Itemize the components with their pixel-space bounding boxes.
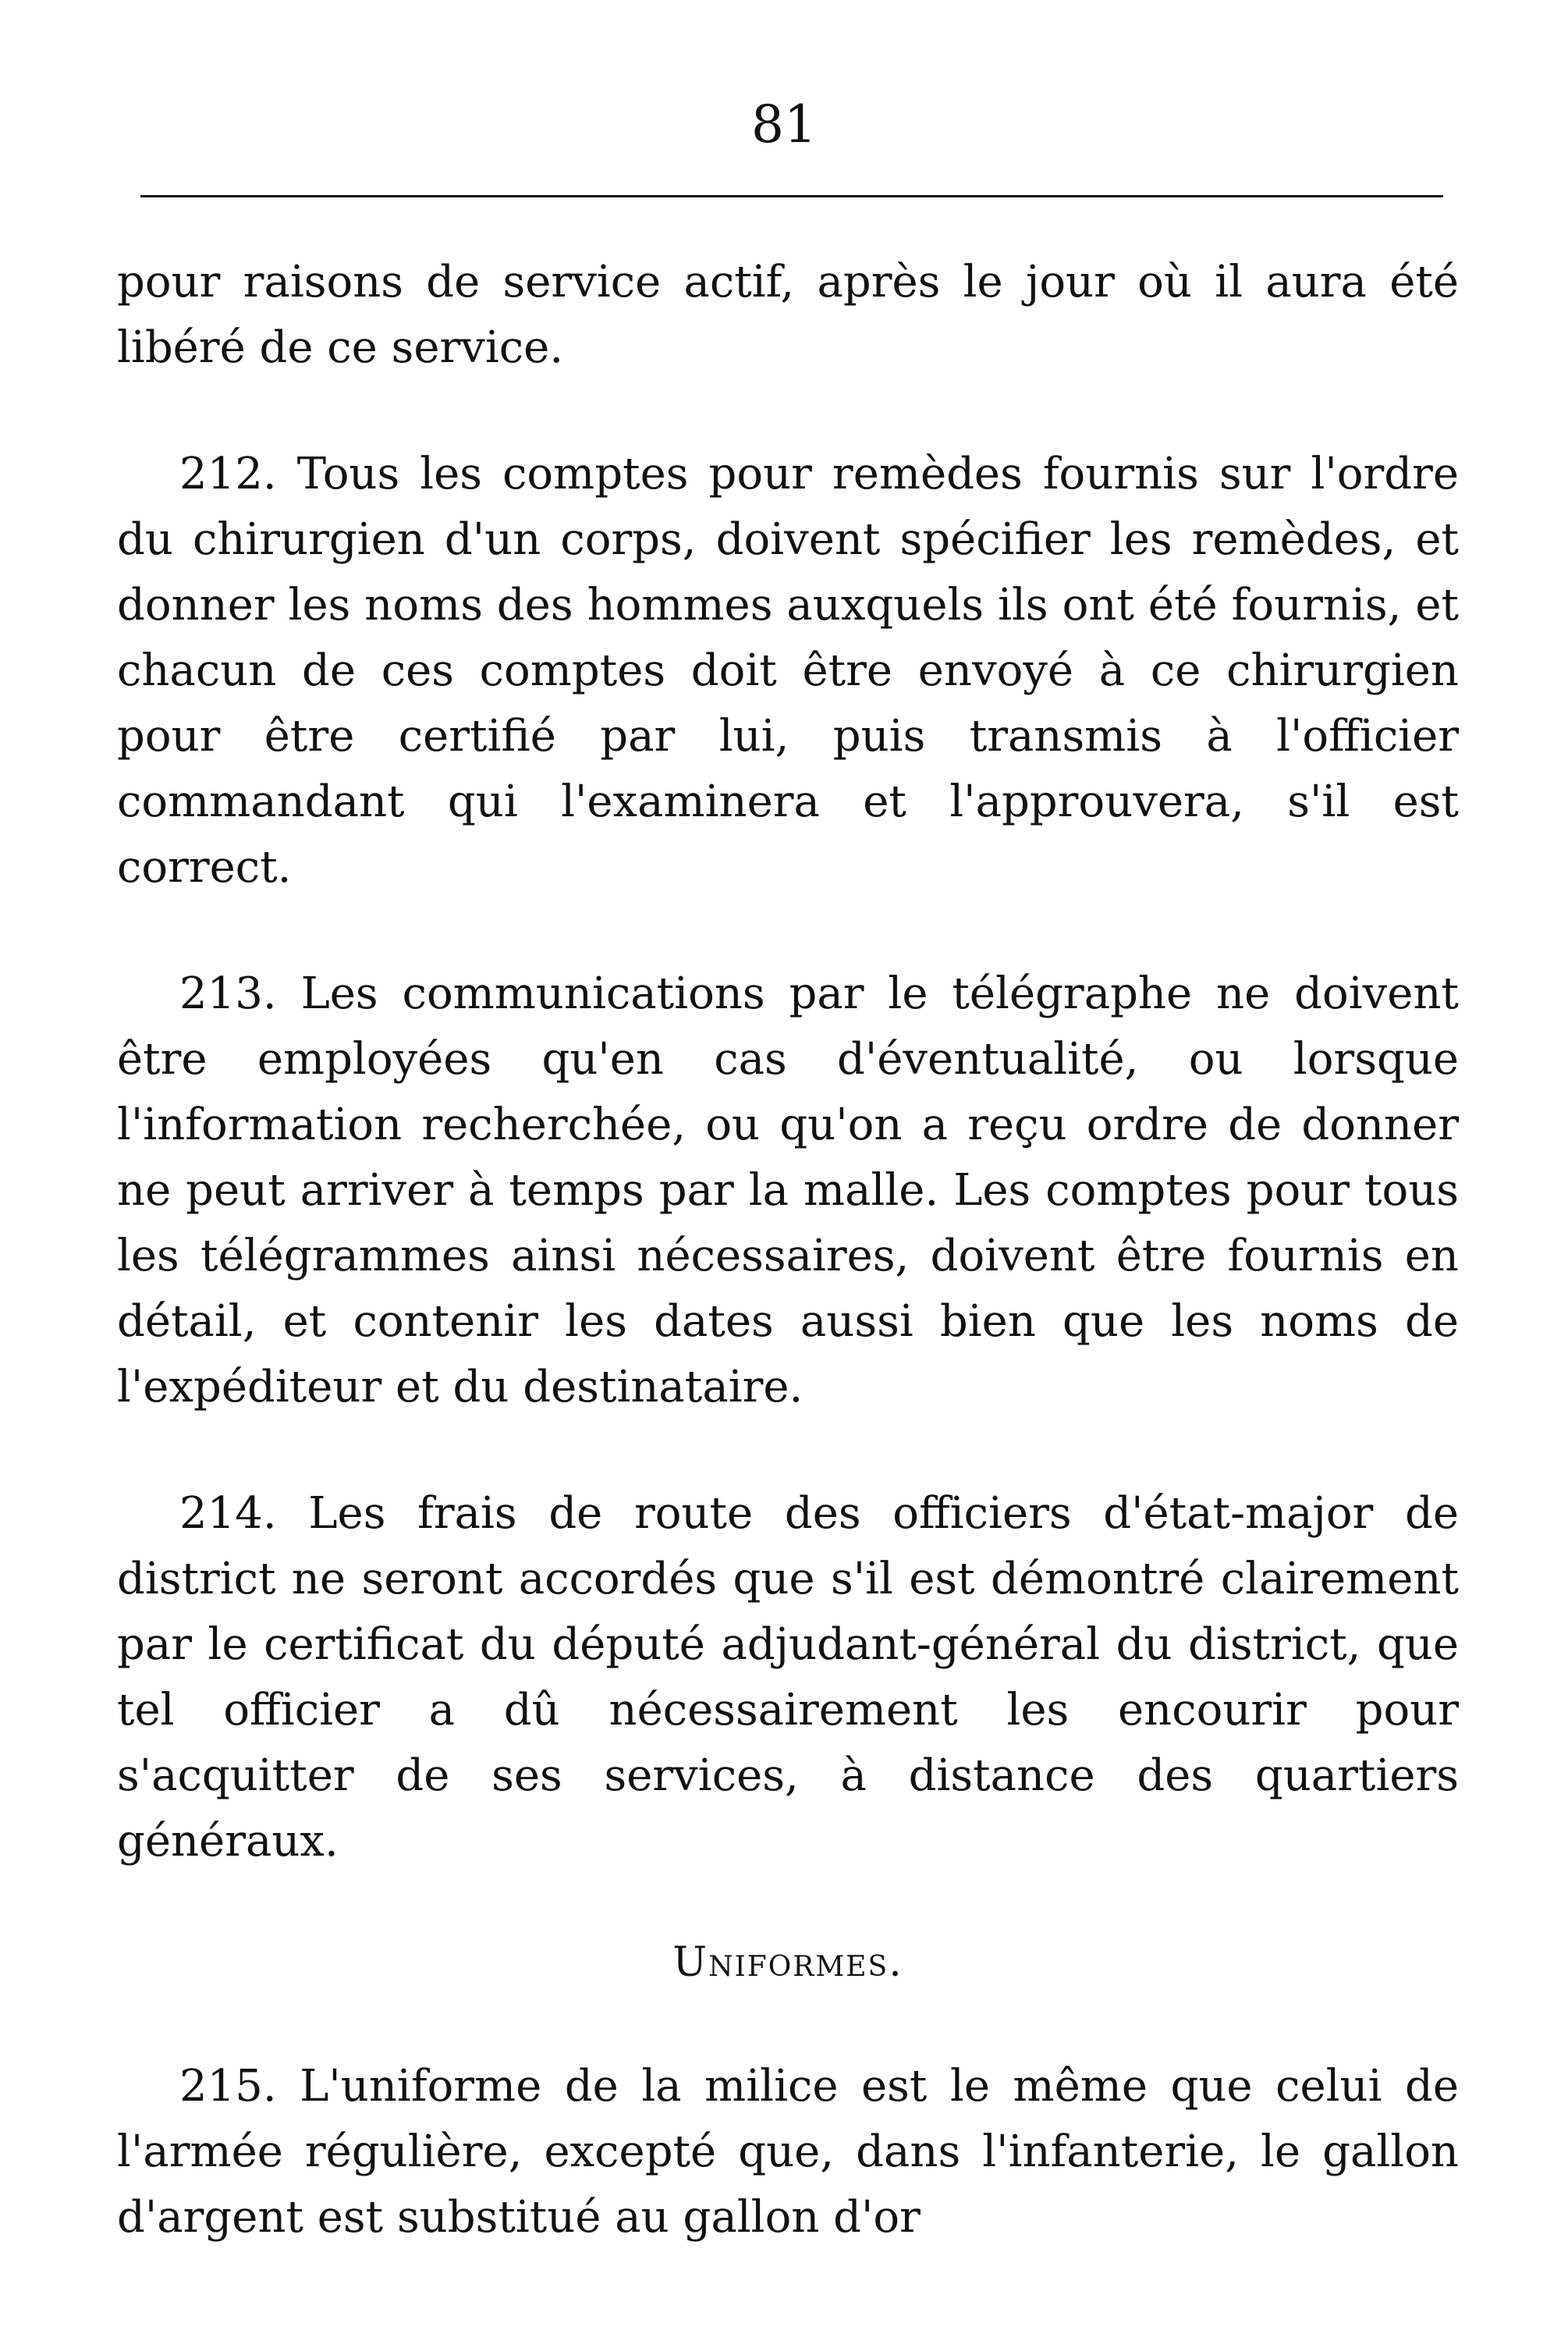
paragraph-212: 212. Tous les comptes pour remèdes fournis sur l'ordre du chirurgien d'un corps, doivent spécifier les remèdes, et donner les noms des hommes auxquels ils ont été fournis, et chacun de ces comptes doit être envoyé à ce chirurgien pour être certifié par lui, puis transmis à l'officier commandant qui l'examinera et l'approuvera, s'il est correct.: [117, 449, 1459, 893]
page-number: 81: [751, 94, 817, 155]
paragraph-213: 213. Les communications par le télégraphe ne doivent être employées qu'en cas d'éventualité, ou lorsque l'information recherchée, ou qu'on a reçu ordre de donner ne peut arriver à temps par la malle. Les comptes pour tous les télégrammes ainsi nécessaires, doivent être fournis en détail, et contenir les dates aussi bien que les noms de l'expéditeur et du destinataire.: [117, 968, 1459, 1412]
paragraph-215: 215. L'uniforme de la milice est le même que celui de l'armée régulière, excepté que, dans l'infanterie, le gallon d'argent est substitué au gallon d'or: [117, 2061, 1459, 2243]
page-body: [117, 250, 1459, 2251]
section-heading-uniformes: Uniformes.: [672, 1939, 903, 1986]
paragraph-214: 214. Les frais de route des officiers d'état-major de district ne seront accordés que s'il est démontré clairement par le certificat du député adjudant-général du district, que tel officier a dû nécessairement les encourir pour s'acquitter de ses services, à distance des quartiers généraux.: [117, 1488, 1459, 1867]
paragraph-continued: pour raisons de service actif, après le jour où il aura été libéré de ce service.: [117, 257, 1459, 373]
header-rule: [140, 195, 1443, 197]
